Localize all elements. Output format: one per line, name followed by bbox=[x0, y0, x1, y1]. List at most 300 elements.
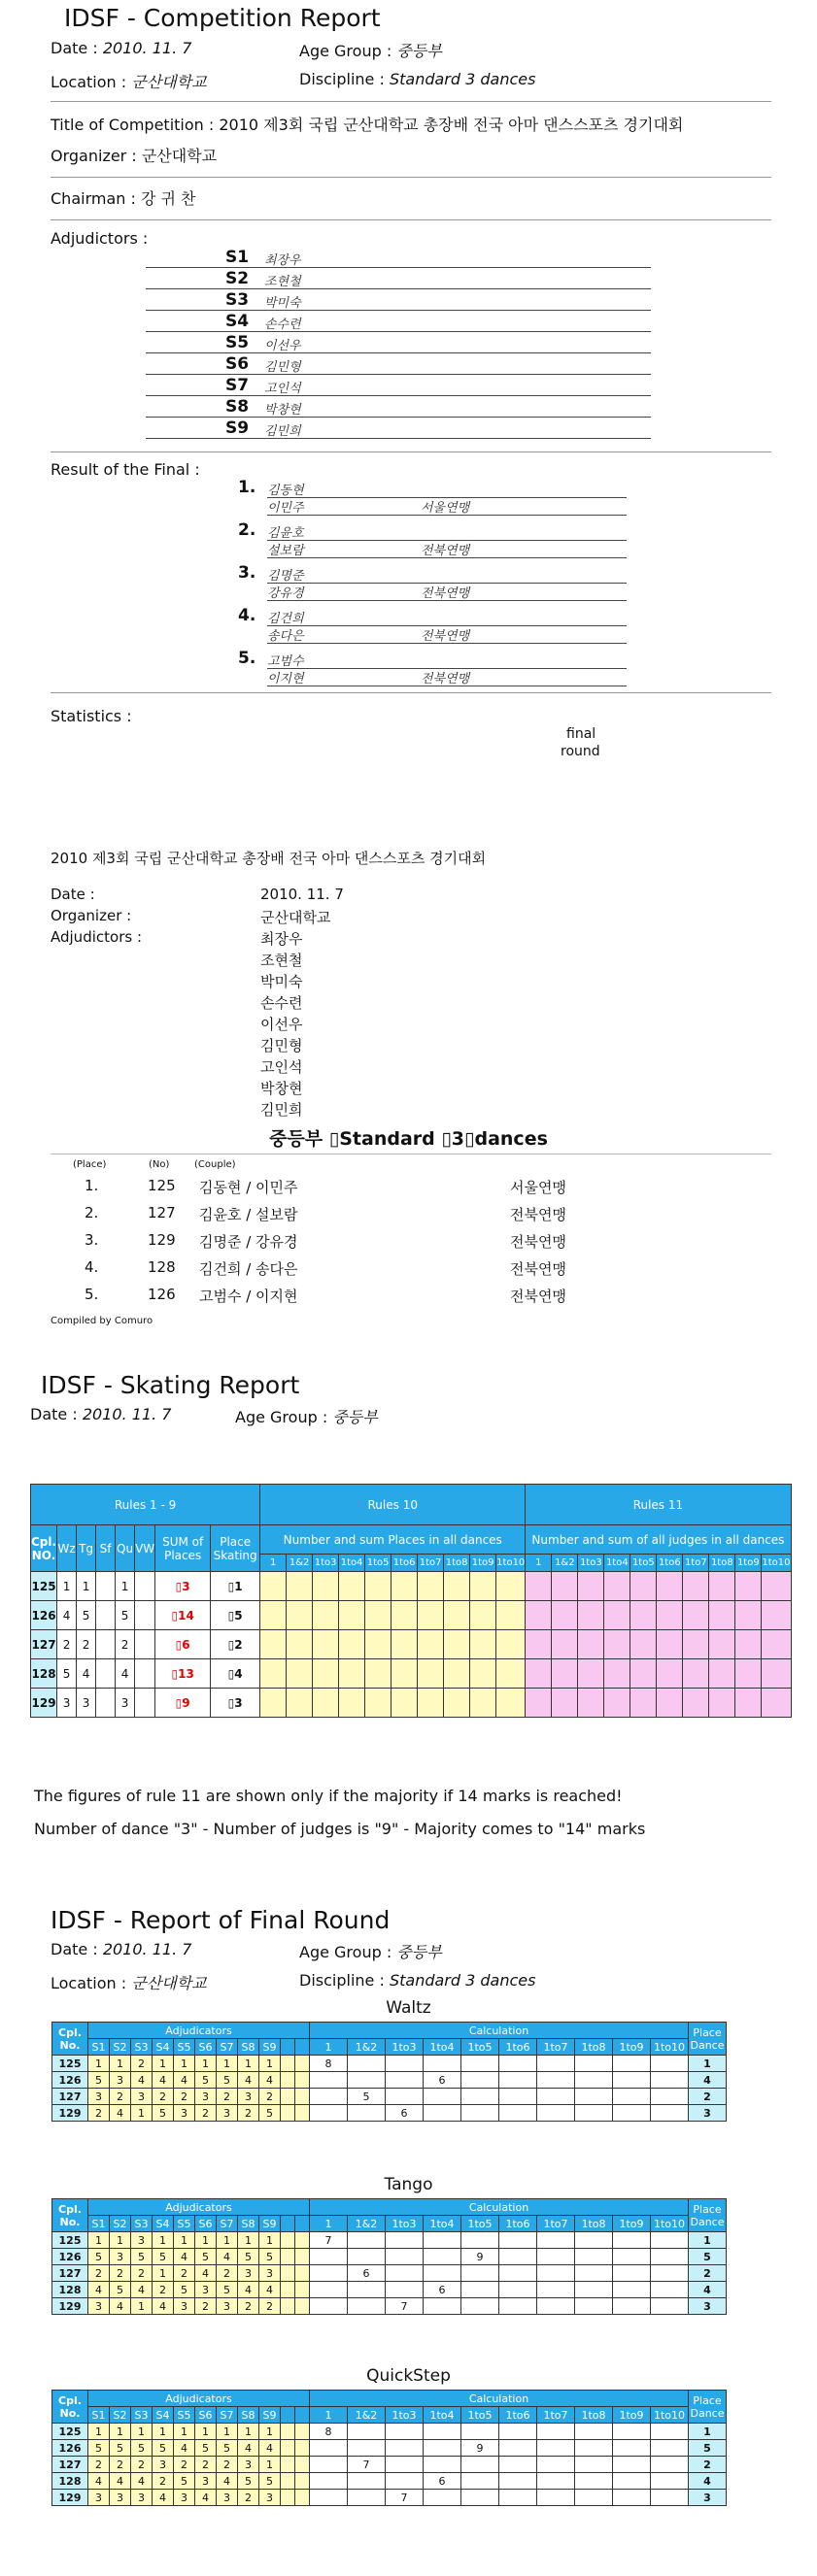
result-partner-b: 설보람 bbox=[267, 540, 627, 558]
location-field bbox=[51, 70, 207, 92]
judge-mark: 4 bbox=[153, 2490, 174, 2506]
calc-cell bbox=[310, 2089, 348, 2105]
judge-mark: 1 bbox=[153, 2424, 174, 2440]
calc-cell bbox=[461, 2232, 499, 2249]
rule10-cell bbox=[287, 1601, 313, 1630]
judge-mark bbox=[295, 2473, 310, 2490]
rules-1-9-header: Rules 1 - 9 bbox=[31, 1485, 260, 1525]
place-dance: 3 bbox=[689, 2298, 727, 2315]
judge-mark bbox=[281, 2490, 295, 2506]
judge-mark: 2 bbox=[131, 2056, 153, 2072]
judge-mark bbox=[281, 2424, 295, 2440]
judge-mark: 3 bbox=[110, 2072, 131, 2089]
rule10-cell bbox=[260, 1689, 287, 1718]
judge-col-header: S7 bbox=[217, 2407, 238, 2424]
skating-row bbox=[31, 1572, 792, 1601]
calc-cell bbox=[348, 2232, 386, 2249]
dance-place-cell: 4 bbox=[116, 1659, 135, 1689]
judge-mark: 4 bbox=[259, 2072, 281, 2089]
judge-mark: 4 bbox=[131, 2072, 153, 2089]
calc-col-header: 1to10 bbox=[651, 2039, 689, 2056]
judge-mark bbox=[281, 2457, 295, 2473]
result-partner-b: 이지현 bbox=[267, 668, 627, 686]
judge-mark: 2 bbox=[217, 2457, 238, 2473]
age-label: Age Group : bbox=[299, 42, 392, 60]
couple-number: 127 bbox=[31, 1630, 57, 1659]
judge-mark: 5 bbox=[110, 2282, 131, 2298]
place-dance: 4 bbox=[689, 2072, 727, 2089]
calc-cell bbox=[461, 2265, 499, 2282]
calc-col-header: 1to9 bbox=[613, 2407, 651, 2424]
rule11-cell bbox=[604, 1659, 630, 1689]
result-rank: 5. bbox=[238, 649, 256, 668]
result-row bbox=[146, 520, 651, 559]
rule10-cell bbox=[339, 1572, 365, 1601]
calc-col-header: 1to8 bbox=[575, 2039, 613, 2056]
rule11-cell bbox=[735, 1572, 762, 1601]
calc-cell bbox=[386, 2457, 424, 2473]
rule10-cell bbox=[365, 1572, 391, 1601]
result-partner-b: 송다은 bbox=[267, 625, 627, 644]
skating-row bbox=[31, 1601, 792, 1630]
judge-mark: 4 bbox=[110, 2105, 131, 2122]
couple-number: 129 bbox=[52, 2298, 88, 2315]
judge-mark: 4 bbox=[238, 2072, 259, 2089]
judge-mark: 4 bbox=[110, 2473, 131, 2490]
judge-name: 이선우 bbox=[264, 339, 301, 353]
competition-value: 2010 제3회 국립 군산대학교 총장배 전국 아마 댄스스포츠 경기대회 bbox=[219, 116, 684, 134]
calc-cell bbox=[651, 2298, 689, 2315]
skating-age-value: 중등부 bbox=[332, 1408, 378, 1426]
rule11-cell bbox=[604, 1630, 630, 1659]
judge-mark: 2 bbox=[110, 2457, 131, 2473]
judge-name: 조현철 bbox=[264, 275, 301, 289]
summary-place: 2. bbox=[85, 1204, 99, 1221]
skating-age-label: Age Group : bbox=[235, 1408, 328, 1426]
place-dance: 2 bbox=[689, 2089, 727, 2105]
calc-cell bbox=[461, 2298, 499, 2315]
judge-mark: 3 bbox=[217, 2105, 238, 2122]
rule10-cell bbox=[391, 1630, 418, 1659]
calc-cell bbox=[461, 2105, 499, 2122]
judge-mark: 5 bbox=[238, 2249, 259, 2265]
skating-table bbox=[30, 1484, 792, 1718]
result-row bbox=[146, 649, 651, 687]
skating-date-label: Date : bbox=[30, 1405, 78, 1423]
judge-mark: 2 bbox=[131, 2457, 153, 2473]
rule11-cell bbox=[552, 1689, 578, 1718]
calc-cell bbox=[575, 2249, 613, 2265]
calc-cell bbox=[348, 2490, 386, 2506]
calc-col-header: 1to4 bbox=[424, 2407, 461, 2424]
calc-cell bbox=[310, 2490, 348, 2506]
calc-cell bbox=[613, 2424, 651, 2440]
judge-mark: 1 bbox=[238, 2424, 259, 2440]
judge-mark: 3 bbox=[174, 2490, 195, 2506]
rule10-cell bbox=[365, 1659, 391, 1689]
dance-name: Tango bbox=[384, 2175, 433, 2194]
judge-col-header bbox=[295, 2216, 310, 2232]
dance-place-cell: 3 bbox=[57, 1689, 77, 1718]
calc-cell bbox=[537, 2072, 575, 2089]
dance-place-cell bbox=[96, 1689, 116, 1718]
rule10-cell bbox=[260, 1572, 287, 1601]
judge-col-header bbox=[281, 2216, 295, 2232]
judge-mark: 3 bbox=[131, 2232, 153, 2249]
calc-cell bbox=[424, 2424, 461, 2440]
judge-mark bbox=[295, 2424, 310, 2440]
statistics-label: Statistics : bbox=[51, 707, 132, 725]
calc-cell bbox=[310, 2298, 348, 2315]
judge-code: S3 bbox=[225, 290, 250, 310]
judge-mark bbox=[281, 2249, 295, 2265]
rule10-cell bbox=[365, 1630, 391, 1659]
rule11-col-header: 1to6 bbox=[657, 1555, 683, 1572]
judge-mark: 1 bbox=[131, 2424, 153, 2440]
calc-cell bbox=[499, 2232, 537, 2249]
dance-place-cell bbox=[96, 1601, 116, 1630]
date-field bbox=[51, 39, 191, 57]
rules-11-sub-header: Number and sum of all judges in all dances bbox=[526, 1525, 791, 1555]
sum-of-places: ▯9 bbox=[155, 1689, 211, 1718]
calc-cell bbox=[575, 2265, 613, 2282]
judge-mark: 3 bbox=[217, 2490, 238, 2506]
calc-cell bbox=[348, 2473, 386, 2490]
judge-mark bbox=[281, 2105, 295, 2122]
judge-col-header: S4 bbox=[153, 2407, 174, 2424]
judge-mark bbox=[281, 2265, 295, 2282]
judge-col-header: S6 bbox=[195, 2216, 217, 2232]
judge-col-header bbox=[281, 2039, 295, 2056]
judge-col-header bbox=[295, 2039, 310, 2056]
final-row bbox=[52, 2265, 727, 2282]
dance-place-cell bbox=[135, 1572, 155, 1601]
rule11-cell bbox=[762, 1572, 791, 1601]
judge-mark: 3 bbox=[110, 2249, 131, 2265]
judge-mark: 5 bbox=[110, 2440, 131, 2457]
judge-mark: 2 bbox=[110, 2265, 131, 2282]
rule11-cell bbox=[657, 1601, 683, 1630]
summary-number: 128 bbox=[148, 1258, 176, 1276]
summary-place: 4. bbox=[85, 1258, 99, 1276]
summary-place: 1. bbox=[85, 1177, 99, 1194]
calc-cell bbox=[651, 2072, 689, 2089]
judge-mark: 1 bbox=[259, 2457, 281, 2473]
summary-region: 전북연맹 bbox=[510, 1288, 566, 1305]
rule11-cell bbox=[630, 1630, 657, 1659]
dance-place-cell: 1 bbox=[77, 1572, 96, 1601]
rule11-cell bbox=[578, 1659, 604, 1689]
final-header-row bbox=[52, 2023, 727, 2039]
judge-mark: 2 bbox=[153, 2282, 174, 2298]
judge-mark: 1 bbox=[259, 2056, 281, 2072]
summary-couple: 김명준 / 강유경 bbox=[199, 1233, 298, 1251]
rule10-cell bbox=[391, 1689, 418, 1718]
couple-number: 125 bbox=[52, 2232, 88, 2249]
judge-mark: 1 bbox=[238, 2056, 259, 2072]
calc-cell bbox=[575, 2072, 613, 2089]
calc-col-header: 1to9 bbox=[613, 2039, 651, 2056]
dance-place-cell: 5 bbox=[77, 1601, 96, 1630]
rule11-cell bbox=[526, 1689, 552, 1718]
judge-mark: 3 bbox=[110, 2490, 131, 2506]
judge-mark: 5 bbox=[131, 2440, 153, 2457]
judge-mark: 5 bbox=[174, 2473, 195, 2490]
judge-mark: 3 bbox=[131, 2089, 153, 2105]
summary-region: 전북연맹 bbox=[510, 1260, 566, 1278]
couple-number: 126 bbox=[52, 2249, 88, 2265]
calc-cell bbox=[424, 2232, 461, 2249]
judge-mark: 2 bbox=[174, 2457, 195, 2473]
judge-mark bbox=[295, 2265, 310, 2282]
calc-col-header: 1&2 bbox=[348, 2407, 386, 2424]
summary-date-label: Date : bbox=[51, 886, 95, 903]
rule11-cell bbox=[709, 1689, 735, 1718]
judge-mark: 3 bbox=[238, 2089, 259, 2105]
discipline-field bbox=[299, 70, 535, 88]
calc-cell bbox=[386, 2056, 424, 2072]
calc-cell bbox=[575, 2457, 613, 2473]
summary-adjudicators-label: Adjudictors : bbox=[51, 928, 142, 946]
calc-cell bbox=[613, 2298, 651, 2315]
judge-mark bbox=[281, 2440, 295, 2457]
calc-cell bbox=[424, 2298, 461, 2315]
age-value: 중등부 bbox=[396, 42, 442, 60]
summary-place: 5. bbox=[85, 1286, 99, 1303]
rule10-cell bbox=[444, 1630, 470, 1659]
judge-mark: 3 bbox=[238, 2457, 259, 2473]
couple-number: 125 bbox=[52, 2056, 88, 2072]
dance-place-cell bbox=[135, 1630, 155, 1659]
summary-region: 서울연맹 bbox=[510, 1179, 566, 1196]
calc-cell bbox=[386, 2265, 424, 2282]
rule10-cell bbox=[339, 1659, 365, 1689]
place-skating: ▯4 bbox=[211, 1659, 260, 1689]
rule11-cell bbox=[735, 1659, 762, 1689]
rule11-cell bbox=[630, 1689, 657, 1718]
judge-name: 김민형 bbox=[264, 360, 301, 375]
wz-header: Wz bbox=[57, 1525, 77, 1572]
judge-col-header: S6 bbox=[195, 2039, 217, 2056]
place-dance: 1 bbox=[689, 2232, 727, 2249]
calc-cell bbox=[386, 2232, 424, 2249]
judge-mark: 5 bbox=[174, 2282, 195, 2298]
place-skating: ▯2 bbox=[211, 1630, 260, 1659]
judge-mark: 4 bbox=[110, 2298, 131, 2315]
judge-mark: 3 bbox=[174, 2298, 195, 2315]
calc-cell bbox=[348, 2105, 386, 2122]
calc-col-header: 1to4 bbox=[424, 2216, 461, 2232]
rule11-cell bbox=[526, 1601, 552, 1630]
final-row bbox=[52, 2440, 727, 2457]
couple-number: 126 bbox=[31, 1601, 57, 1630]
calc-cell: 7 bbox=[386, 2298, 424, 2315]
sum-header: SUM of Places bbox=[155, 1525, 211, 1572]
judge-mark bbox=[281, 2089, 295, 2105]
final-row bbox=[52, 2473, 727, 2490]
calc-cell bbox=[386, 2282, 424, 2298]
calc-cell bbox=[613, 2249, 651, 2265]
dance-place-cell: 2 bbox=[57, 1630, 77, 1659]
rule11-cell bbox=[578, 1601, 604, 1630]
rule10-cell bbox=[470, 1572, 496, 1601]
judge-mark: 1 bbox=[259, 2232, 281, 2249]
calc-cell bbox=[424, 2457, 461, 2473]
judge-mark: 2 bbox=[195, 2105, 217, 2122]
rule10-cell bbox=[365, 1601, 391, 1630]
calc-cell bbox=[613, 2089, 651, 2105]
sum-of-places: ▯6 bbox=[155, 1630, 211, 1659]
judge-row bbox=[146, 354, 651, 375]
judge-mark: 4 bbox=[131, 2282, 153, 2298]
final-discipline-field bbox=[299, 1971, 535, 1990]
rule10-cell bbox=[496, 1630, 526, 1659]
rule10-cell bbox=[470, 1689, 496, 1718]
judge-mark: 5 bbox=[153, 2249, 174, 2265]
result-partner-a: 김동현 bbox=[267, 480, 627, 498]
rule11-cell bbox=[762, 1601, 791, 1630]
dance-place-cell: 4 bbox=[57, 1601, 77, 1630]
calc-cell bbox=[613, 2232, 651, 2249]
organizer-label: Organizer : bbox=[51, 147, 137, 165]
judge-code: S4 bbox=[225, 312, 250, 331]
judge-row bbox=[146, 333, 651, 353]
judge-mark: 1 bbox=[88, 2424, 110, 2440]
rule10-cell bbox=[496, 1689, 526, 1718]
final-table bbox=[51, 2390, 727, 2506]
result-region: 서울연맹 bbox=[421, 501, 470, 516]
calc-cell bbox=[348, 2249, 386, 2265]
judge-mark: 5 bbox=[131, 2249, 153, 2265]
location-value: 군산대학교 bbox=[131, 73, 207, 91]
rule11-cell bbox=[683, 1630, 709, 1659]
judge-code: S8 bbox=[225, 397, 250, 417]
judge-name: 고인석 bbox=[264, 382, 301, 396]
calc-cell bbox=[461, 2056, 499, 2072]
rule11-cell bbox=[709, 1572, 735, 1601]
summary-heading: 중등부 ▯Standard ▯3▯dances bbox=[269, 1128, 548, 1150]
judge-mark: 4 bbox=[153, 2298, 174, 2315]
competition-report-title: IDSF - Competition Report bbox=[64, 4, 381, 32]
judge-mark: 5 bbox=[195, 2249, 217, 2265]
place-dance-header: Place Dance bbox=[689, 2023, 727, 2056]
col-couple-header: (Couple) bbox=[194, 1159, 236, 1170]
judge-mark: 1 bbox=[195, 2056, 217, 2072]
rule11-cell bbox=[630, 1601, 657, 1630]
adjudicators-header: Adjudicators bbox=[88, 2391, 310, 2407]
summary-number: 126 bbox=[148, 1286, 176, 1303]
rule10-cell bbox=[313, 1601, 339, 1630]
calc-cell bbox=[461, 2072, 499, 2089]
calc-cell bbox=[651, 2249, 689, 2265]
calc-cell bbox=[424, 2249, 461, 2265]
judge-mark bbox=[295, 2232, 310, 2249]
judge-name: 박창현 bbox=[264, 403, 301, 418]
vw-header: VW bbox=[135, 1525, 155, 1572]
result-rank: 2. bbox=[238, 520, 256, 540]
judge-mark: 2 bbox=[259, 2089, 281, 2105]
judge-name: 박미숙 bbox=[264, 296, 301, 311]
judge-mark: 2 bbox=[195, 2457, 217, 2473]
calc-cell bbox=[310, 2249, 348, 2265]
judge-name: 손수련 bbox=[264, 318, 301, 332]
rule11-cell bbox=[735, 1601, 762, 1630]
final-subheader-row bbox=[52, 2407, 727, 2424]
couple-number: 125 bbox=[31, 1572, 57, 1601]
final-row bbox=[52, 2056, 727, 2072]
calc-cell bbox=[310, 2265, 348, 2282]
summary-judge-name: 이선우 bbox=[260, 1016, 303, 1033]
calc-cell bbox=[537, 2298, 575, 2315]
rule11-cell bbox=[709, 1630, 735, 1659]
result-rank: 3. bbox=[238, 563, 256, 583]
summary-date: 2010. 11. 7 bbox=[260, 886, 344, 903]
calc-col-header: 1to8 bbox=[575, 2407, 613, 2424]
judge-mark: 4 bbox=[238, 2440, 259, 2457]
judge-mark: 3 bbox=[88, 2089, 110, 2105]
place-dance: 4 bbox=[689, 2282, 727, 2298]
divider bbox=[51, 101, 771, 102]
judge-code: S2 bbox=[225, 269, 250, 288]
calc-cell bbox=[613, 2072, 651, 2089]
judge-mark: 3 bbox=[88, 2490, 110, 2506]
calc-cell bbox=[651, 2282, 689, 2298]
judge-mark: 2 bbox=[153, 2473, 174, 2490]
result-row bbox=[146, 606, 651, 645]
judge-mark: 1 bbox=[174, 2232, 195, 2249]
calc-cell bbox=[537, 2232, 575, 2249]
calc-cell bbox=[386, 2473, 424, 2490]
compiled-by: Compiled by Comuro bbox=[51, 1316, 153, 1326]
calc-cell bbox=[537, 2424, 575, 2440]
place-skating: ▯1 bbox=[211, 1572, 260, 1601]
calc-col-header: 1to7 bbox=[537, 2216, 575, 2232]
calc-cell bbox=[613, 2056, 651, 2072]
final-row bbox=[52, 2249, 727, 2265]
couple-number: 128 bbox=[31, 1659, 57, 1689]
rule11-cell bbox=[630, 1572, 657, 1601]
stats-final: final bbox=[566, 726, 596, 742]
chairman-value: 강 귀 찬 bbox=[140, 189, 196, 208]
calc-cell bbox=[310, 2440, 348, 2457]
rule11-cell bbox=[552, 1630, 578, 1659]
rule11-col-header: 1to7 bbox=[683, 1555, 709, 1572]
calc-col-header: 1to6 bbox=[499, 2039, 537, 2056]
organizer-value: 군산대학교 bbox=[141, 147, 218, 165]
skating-date-field bbox=[30, 1405, 171, 1423]
calc-col-header: 1to7 bbox=[537, 2039, 575, 2056]
judge-col-header: S9 bbox=[259, 2407, 281, 2424]
calc-cell bbox=[424, 2105, 461, 2122]
judge-col-header: S7 bbox=[217, 2216, 238, 2232]
summary-region: 전북연맹 bbox=[510, 1206, 566, 1223]
cpl-no-header: Cpl. NO. bbox=[31, 1525, 57, 1572]
judge-mark bbox=[295, 2282, 310, 2298]
rules-10-header: Rules 10 bbox=[260, 1485, 526, 1525]
cpl-no-header: Cpl. No. bbox=[52, 2391, 88, 2424]
couple-number: 125 bbox=[52, 2424, 88, 2440]
rule10-col-header: 1to7 bbox=[418, 1555, 444, 1572]
judge-mark: 3 bbox=[88, 2298, 110, 2315]
summary-place: 3. bbox=[85, 1231, 99, 1249]
rule11-col-header: 1 bbox=[526, 1555, 552, 1572]
skating-row bbox=[31, 1630, 792, 1659]
judge-mark: 2 bbox=[238, 2490, 259, 2506]
final-discipline-value: Standard 3 dances bbox=[389, 1971, 536, 1990]
judge-mark: 5 bbox=[153, 2105, 174, 2122]
judge-col-header: S7 bbox=[217, 2039, 238, 2056]
judge-mark bbox=[281, 2232, 295, 2249]
